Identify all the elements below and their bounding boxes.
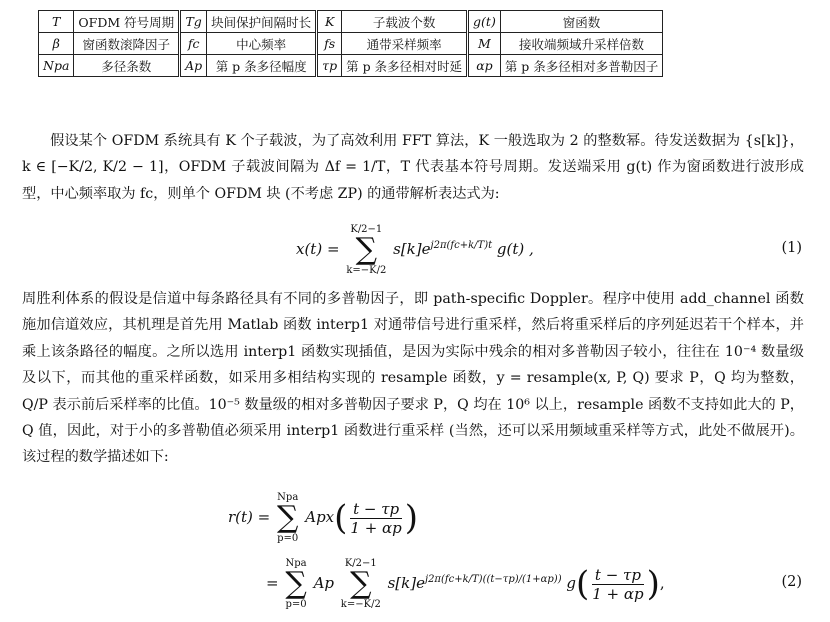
eq2-sum-k-lower: k=−K/2 [340,599,381,610]
eq2-number: (2) [781,574,802,590]
description-cell: 中心频率 [207,33,317,55]
symbol-cell: fc [180,33,207,55]
eq1-tail: g(t) , [496,240,534,258]
paragraph-system-model-text: 假设某个 OFDM 系统具有 K 个子载波，为了高效利用 FFT 算法，K 一般选取为 2 的整数幂。待发送数据为 {s[k]}，k ∈ [−K/2, K/2 − 1]，OFDM 子载波间隔为 Δf = 1/T，T 代表基本符号周期。发送端采用 g(t) 作为窗函数进行波形成型，中心频率取为 fc，则单个 OFDM 块 (不考虑 ZP) 的通带解析表达式为: [22,133,804,202]
symbol-table [38,10,663,77]
eq2-line2-tail: , [659,574,665,592]
eq2-line1-frac-num: t − τp [350,500,402,519]
symbol-table-row [39,33,663,55]
symbol-cell: αp [468,55,501,77]
description-cell: OFDM 符号周期 [74,11,180,33]
eq2-sum-p-upper: Npa [277,492,299,503]
eq2-line2-body: s[k]e [387,574,425,592]
description-cell: 块间保护间隔时长 [207,11,317,33]
description-cell: 第 p 条多径相对多普勒因子 [500,55,662,77]
description-cell: 窗函数滚降因子 [74,33,180,55]
symbol-cell: fs [317,33,342,55]
eq2-line2-fraction [589,566,646,603]
eq2-sum-p-lower: p=0 [277,533,299,544]
symbol-cell: Tg [180,11,207,33]
eq2-lhs: r(t) = [228,508,271,526]
eq1-lhs: x(t) = [296,240,340,258]
eq2-line1-frac-den: 1 + αp [350,518,402,537]
description-cell: 第 p 条多径相对时延 [342,55,468,77]
description-cell: 通带采样频率 [342,33,468,55]
eq1-number: (1) [781,240,802,256]
paragraph-channel-model-text: 周胜利体系的假设是信道中每条路径具有不同的多普勒因子，即 path-specific Doppler。程序中使用 add_channel 函数施加信道效应，其机理是首先用 Matlab 函数 interp1 对通带信号进行重采样，然后将重采样后的序列延迟若干个样本，并乘上该条路径的幅度。之所以选用 interp1 函数实现插值，是因为实际中残余的相对多普勒因子较小，往往在 10⁻⁴ 数量级及以下，而其他的重采样函数，如采用多相结构实现的 resample 函数，y = resample(x, P, Q) 要求 P，Q 均为整数，Q/P 表示前后采样率的比值。10⁻⁵ 数量级的相对多普勒因子要求 P，Q 均在 10⁶ 以上，resample 函数不支持如此大的 P，Q 值，因此，对于小的多普勒值必须采用 interp1 函数进行重采样 (当然，还可以采用频域重采样等方式，此处不做展开)。该过程的数学描述如下: [22,291,804,466]
eq2-line2-sum-p-upper: Npa [285,558,307,569]
equation-2-line-1: r(t) = Npa ∑ p=0 Apx( $\frac{t - \tau p}{1 + \alpha p}$ ) [228,492,419,544]
equation-2-line-2: = Npa ∑ p=0 Ap K/2−1 ∑ k=−K/2 $s[k]e^{j2\pi(fc+k/T)((t-\tau p)/(1+\alpha p))}$ g( $\frac{t - \tau p}{1 + \alpha p}$ ), [266,558,665,610]
description-cell: 接收端频域升采样倍数 [500,33,662,55]
symbol-cell: g(t) [468,11,501,33]
symbol-table-row [39,11,663,33]
symbol-cell: T [39,11,74,33]
symbol-cell: M [468,33,501,55]
paragraph-channel-model [22,286,804,471]
eq2-sum-k-upper: K/2−1 [344,558,377,569]
description-cell: 窗函数 [500,11,662,33]
eq2-line2-exponent: j2π(fc+k/T)((t−τp)/(1+αp)) [424,574,562,585]
eq1-sum: K/2−1 ∑ k=−K/2 [346,224,387,276]
eq1-sum-lower: k=−K/2 [346,265,387,276]
eq2-sum-p: Npa ∑ p=0 [277,492,299,544]
eq2-line1-fraction [347,500,404,537]
eq2-line2-window: g [566,574,576,592]
eq2-line2-equals: = [266,574,279,592]
symbol-table-row [39,55,663,77]
symbol-cell: K [317,11,342,33]
eq1-exponent: j2π(fc+k/T)t [430,240,493,251]
paragraph-system-model [22,128,804,207]
eq2-line2-sum-p: Npa ∑ p=0 [285,558,307,610]
eq2-line2-frac-den: 1 + αp [592,584,644,603]
description-cell: 第 p 条多径幅度 [207,55,317,77]
eq1-sum-upper: K/2−1 [350,224,383,235]
eq2-line2-amplitude: Ap [313,574,334,592]
eq1-body: s[k]e [393,240,431,258]
symbol-cell: Npa [39,55,74,77]
eq2-line1-body: Apx [305,508,335,526]
symbol-cell: β [39,33,74,55]
symbol-cell: τp [317,55,342,77]
eq2-sum-k: K/2−1 ∑ k=−K/2 [340,558,381,610]
description-cell: 多径条数 [74,55,180,77]
description-cell: 子载波个数 [342,11,468,33]
eq2-line2-sum-p-lower: p=0 [285,599,307,610]
symbol-cell: Ap [180,55,207,77]
equation-1 [296,224,534,274]
eq2-line2-frac-num: t − τp [592,566,644,585]
